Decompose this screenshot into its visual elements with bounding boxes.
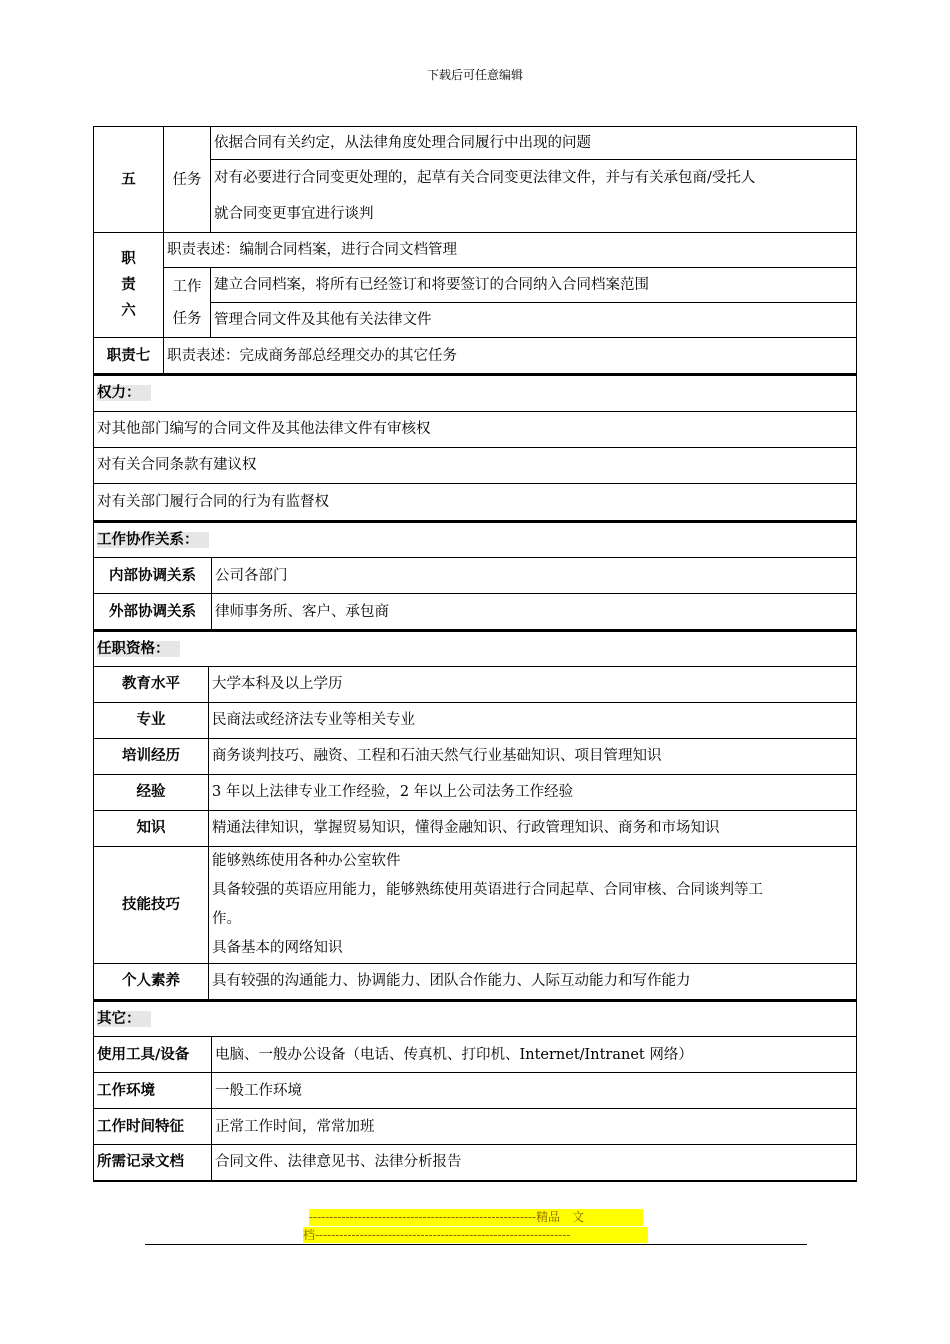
duty7-statement: 职责表述：完成商务部总经理交办的其它任务 [164,338,857,374]
header-note: 下载后可任意编辑 [426,68,523,82]
records-value: 合同文件、法律意见书、法律分析报告 [212,1145,857,1181]
duty5-label: 五 [94,127,164,233]
skills-line-3: 作。 [212,910,241,927]
power-table [93,374,857,521]
external-coordination-value: 律师事务所、客户、承包商 [212,594,857,630]
duty6-task-1: 建立合同档案，将所有已经签订和将要签订的合同纳入合同档案范围 [211,268,857,303]
duty5-task-label: 任务 [164,127,211,233]
duty5-task-2: 对有必要进行合同变更处理的，起草有关合同变更法律文件，并与有关承包商/受托人 就合同变更事宜进行谈判 [211,160,857,233]
education-label: 教育水平 [94,666,209,702]
footer-watermark-line-2: 档--------------------------------------------------------------- [303,1227,648,1243]
internal-coordination-label: 内部协调关系 [94,558,212,594]
knowledge-label: 知识 [94,810,209,846]
qualification-title: 任职资格： [94,631,857,666]
qualification-table [93,630,857,1000]
cooperation-title: 工作协作关系： [94,522,857,558]
other-title: 其它： [94,1001,857,1037]
cooperation-table [93,521,857,631]
other-table [93,1000,857,1182]
work-time-value: 正常工作时间，常常加班 [212,1109,857,1145]
skills-label: 技能技巧 [94,846,209,963]
duty7-label: 职责七 [94,338,164,374]
education-value: 大学本科及以上学历 [209,666,857,702]
training-value: 商务谈判技巧、融资、工程和石油天然气行业基础知识、项目管理知识 [209,738,857,774]
duty6-task-label: 工作 任务 [164,268,211,338]
environment-value: 一般工作环境 [212,1073,857,1109]
skills-value [209,846,857,963]
footer-divider [145,1244,807,1245]
experience-value: 3 年以上法律专业工作经验，2 年以上公司法务工作经验 [209,774,857,810]
major-label: 专业 [94,702,209,738]
personal-quality-value: 具有较强的沟通能力、协调能力、团队合作能力、人际互动能力和写作能力 [209,963,857,999]
personal-quality-label: 个人素养 [94,963,209,999]
duty5-task-1: 依据合同有关约定，从法律角度处理合同履行中出现的问题 [211,127,857,160]
internal-coordination-value: 公司各部门 [212,558,857,594]
work-time-label: 工作时间特征 [94,1109,212,1145]
job-description-sheet [93,126,857,1182]
power-item-3: 对有关部门履行合同的行为有监督权 [94,483,857,520]
skills-line-1: 能够熟练使用各种办公室软件 [212,852,401,869]
major-value: 民商法或经济法专业等相关专业 [209,702,857,738]
power-item-2: 对有关合同条款有建议权 [94,447,857,483]
duty6-label: 职 责 六 [94,233,164,338]
records-label: 所需记录文档 [94,1145,212,1181]
skills-line-2: 具备较强的英语应用能力，能够熟练使用英语进行合同起草、合同审核、合同谈判等工 [212,881,763,898]
duties-table [93,126,857,374]
external-coordination-label: 外部协调关系 [94,594,212,630]
power-title: 权力： [94,375,857,411]
skills-line-4: 具备基本的网络知识 [212,939,343,956]
footer-watermark-line-1: --------------------------------------------------------精品 文 [309,1209,643,1226]
environment-label: 工作环境 [94,1073,212,1109]
experience-label: 经验 [94,774,209,810]
knowledge-value: 精通法律知识，掌握贸易知识，懂得金融知识、行政管理知识、商务和市场知识 [209,810,857,846]
tools-value: 电脑、一般办公设备（电话、传真机、打印机、Internet/Intranet 网络） [212,1037,857,1073]
power-item-1: 对其他部门编写的合同文件及其他法律文件有审核权 [94,411,857,447]
training-label: 培训经历 [94,738,209,774]
duty6-statement: 职责表述：编制合同档案，进行合同文档管理 [164,233,857,268]
duty6-task-2: 管理合同文件及其他有关法律文件 [211,303,857,338]
tools-label: 使用工具/设备 [94,1037,212,1073]
